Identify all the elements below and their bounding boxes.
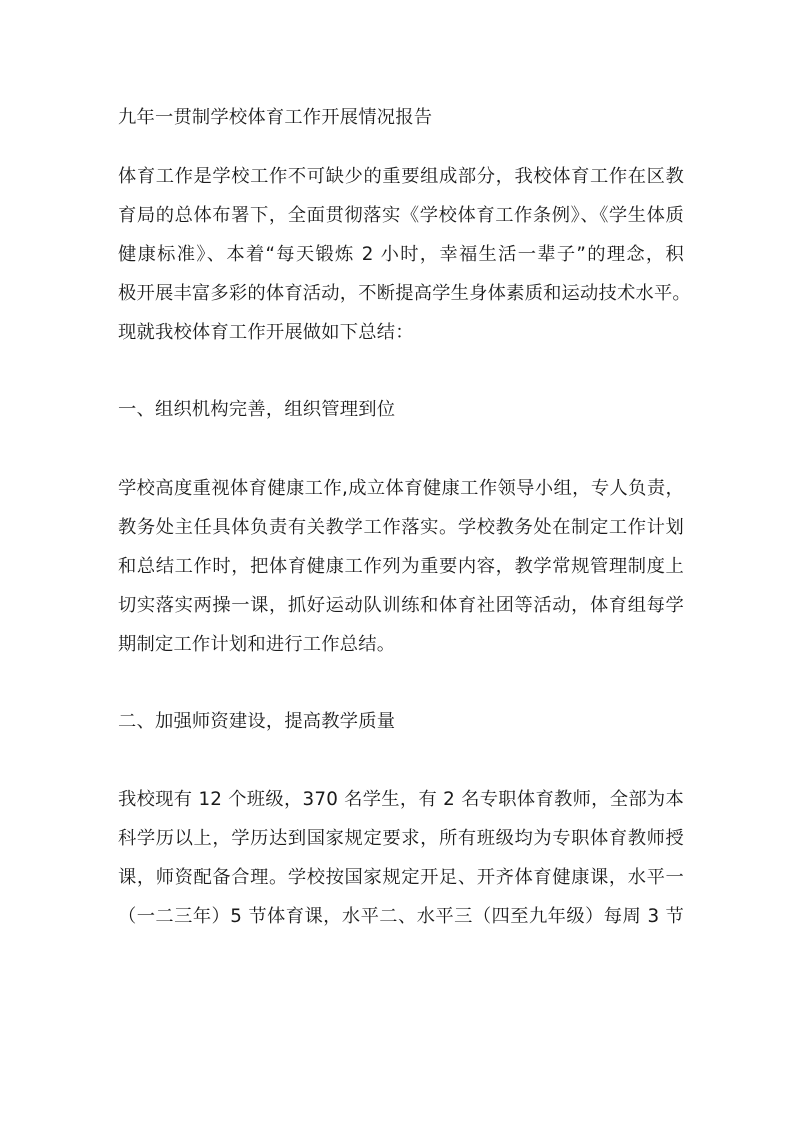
paragraph-line: 体育工作是学校工作不可缺少的重要组成部分，我校体育工作在区教 (118, 166, 684, 187)
paragraph-line: 学校高度重视体育健康工作,成立体育健康工作领导小组，专人负责， (118, 478, 684, 499)
paragraph-line: 课，师资配备合理。学校按国家规定开足、开齐体育健康课，水平一 (118, 867, 684, 888)
section-heading-2: 二、加强师资建设，提高教学质量 (118, 711, 396, 732)
section-heading-1: 一、组织机构完善，组织管理到位 (118, 399, 396, 420)
paragraph-line: 极开展丰富多彩的体育活动，不断提高学生身体素质和运动技术水平。 (118, 283, 691, 304)
paragraph-line: 健康标准》、本着“每天锻炼 2 小时，幸福生活一辈子”的理念，积 (118, 244, 684, 265)
paragraph-line: （一二三年）5 节体育课，水平二、水平三（四至九年级）每周 3 节 (118, 906, 684, 927)
paragraph-line: 教务处主任具体负责有关教学工作落实。学校教务处在制定工作计划 (118, 517, 684, 538)
paragraph-line: 和总结工作时，把体育健康工作列为重要内容，教学常规管理制度上 (118, 556, 684, 577)
paragraph-line: 现就我校体育工作开展做如下总结： (118, 322, 414, 343)
paragraph-line: 期制定工作计划和进行工作总结。 (118, 634, 396, 655)
paragraph-line: 育局的总体布署下，全面贯彻落实《学校体育工作条例》、《学生体质 (118, 205, 684, 226)
paragraph-line: 科学历以上，学历达到国家规定要求，所有班级均为专职体育教师授 (118, 828, 684, 849)
paragraph-line: 切实落实两操一课，抓好运动队训练和体育社团等活动，体育组每学 (118, 595, 684, 616)
paragraph-line: 我校现有 12 个班级，370 名学生，有 2 名专职体育教师，全部为本 (118, 789, 684, 810)
document-title: 九年一贯制学校体育工作开展情况报告 (118, 107, 433, 128)
